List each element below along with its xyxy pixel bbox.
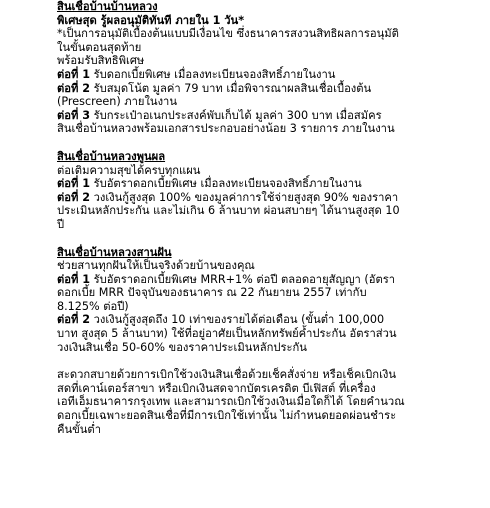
step-text: รับดอกเบี้ยพิเศษ เมื่อลงทะเบียนจองสิทธิ์ภายในงาน (90, 67, 336, 81)
promo-headline: พิเศษสุด รู้ผลอนุมัติทันที ภายใน 1 วัน* (57, 13, 245, 27)
step-text: รับอัตราดอกเบี้ยพิเศษ MRR+1% ต่อปี ตลอดอายุสัญญา (อัตรา (90, 272, 396, 286)
step-line (57, 191, 478, 205)
step-line (57, 95, 478, 109)
step-label: ต่อที่ 1 (57, 177, 91, 191)
step-text: รับกระเป๋าอเนกประสงค์พับเก็บได้ มูลค่า 300 บาท เมื่อสมัคร (90, 108, 382, 122)
product-section (57, 0, 478, 136)
step-text: ปี (57, 217, 65, 231)
footer-line: ดอกเบี้ยเฉพาะยอดสินเชื่อที่มีการเบิกใช้เท่านั้น ไม่กำหนดยอดผ่อนชำระ (57, 409, 397, 423)
step-text: วงเงินกู้สูงสุดถึง 10 เท่าของรายได้ต่อเดือน (ขั้นต่ำ 100,000 (90, 313, 385, 327)
footer-line: เอทีเอ็มธนาคารกรุงเทพ และสามารถเบิกใช้วงเงินเมื่อใดก็ได้ โดยคำนวณ (57, 395, 405, 409)
step-line (57, 177, 478, 191)
footer-line: สะดวกสบายด้วยการเบิกใช้วงเงินสินเชื่อด้วยเช็คสั่งจ่าย หรือเช็คเบิกเงิน (57, 368, 397, 382)
section-text: *เป็นการอนุมัติเบื้องต้นแบบมีเงื่อนไข ซึ่งธนาคารสงวนสิทธิผลการอนุมัติ (57, 27, 399, 41)
footer-line: คืนขั้นต่ำ (57, 422, 101, 436)
step-line (57, 204, 478, 218)
step-text: 8.125% ต่อปี) (57, 299, 129, 313)
section-heading: สินเชื่อบ้านบ้านหลวง (57, 0, 158, 13)
step-line (57, 68, 478, 82)
section-text: ช่วยสานทุกฝันให้เป็นจริงด้วยบ้านของคุณ (57, 259, 255, 273)
step-label: ต่อที่ 1 (57, 272, 91, 286)
product-section (57, 150, 478, 232)
footer-paragraph (57, 368, 478, 436)
step-text: รับสมุดโน้ต มูลค่า 79 บาท เมื่อพิจารณาผลสินเชื่อเบื้องต้น (90, 81, 372, 95)
step-label: ต่อที่ 2 (57, 313, 91, 327)
step-text: วงเงินสินเชื่อ 50-60% ของราคาประเมินหลักประกัน (57, 340, 307, 354)
step-label: ต่อที่ 2 (57, 81, 91, 95)
step-line (57, 300, 478, 314)
step-text: รับอัตราดอกเบี้ยพิเศษ เมื่อลงทะเบียนจองสิทธิ์ภายในงาน (90, 177, 362, 191)
step-text: วงเงินกู้สูงสุด 100% ของมูลค่าการใช้จ่ายสูงสุด 90% ของราคา (90, 190, 399, 204)
step-text: บาท สูงสุด 5 ล้านบาท) ใช้ที่อยู่อาศัยเป็นหลักทรัพย์ค้ำประกัน อัตราส่วน (57, 327, 397, 341)
step-label: ต่อที่ 1 (57, 67, 91, 81)
step-text: ดอกเบี้ย MRR ปัจจุบันของธนาคาร ณ 22 กันยายน 2557 เท่ากับ (57, 286, 367, 300)
step-line (57, 82, 478, 96)
section-text: ต่อเติมความสุขได้ครบทุกแผน (57, 163, 201, 177)
step-line (57, 273, 478, 287)
step-line (57, 341, 478, 355)
section-text: ในขั้นตอนสุดท้าย (57, 40, 142, 54)
section-heading: สินเชื่อบ้านหลวงพูนผล (57, 149, 166, 163)
step-line (57, 286, 478, 300)
step-label: ต่อที่ 3 (57, 108, 91, 122)
step-text: ประเมินหลักประกัน และไม่เกิน 6 ล้านบาท ผ่อนสบายๆ ได้นานสูงสุด 10 (57, 204, 400, 218)
step-line (57, 327, 478, 341)
footer-line: สดที่เคาน์เตอร์สาขา หรือเบิกเงินสดจากบัตรเครดิต บีเฟิสต์ ที่เครื่อง (57, 381, 376, 395)
step-line (57, 109, 478, 123)
step-line (57, 313, 478, 327)
step-line (57, 122, 478, 136)
step-text: สินเชื่อบ้านหลวงพร้อมเอกสารประกอบอย่างน้อย 3 รายการ ภายในงาน (57, 122, 395, 136)
product-section (57, 246, 478, 355)
step-line (57, 218, 478, 232)
step-label: ต่อที่ 2 (57, 190, 91, 204)
section-heading: สินเชื่อบ้านหลวงสานฝัน (57, 245, 172, 259)
step-text: (Prescreen) ภายในงาน (57, 95, 177, 109)
section-text: พร้อมรับสิทธิพิเศษ (57, 54, 145, 68)
